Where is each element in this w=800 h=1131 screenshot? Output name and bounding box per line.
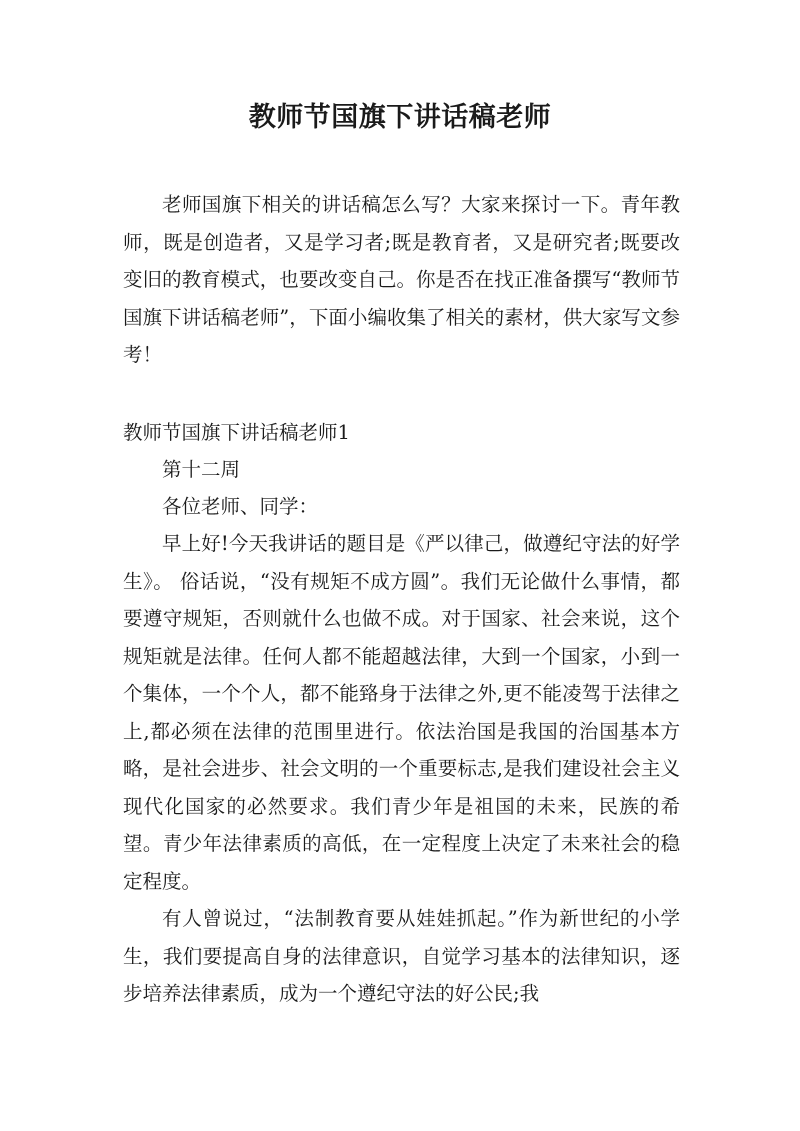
section-heading: 教师节国旗下讲话稿老师1	[123, 421, 350, 444]
week-line: 第十二周	[162, 458, 241, 481]
main-paragraph: 早上好!今天我讲话的题目是《严以律己，做遵纪守法的好学生》。 俗话说，“没有规矩不成方圆”。我们无论做什么事情，都要遵守规矩，否则就什么也做不成。对于国家、社会来说，这个规矩就是法律。任何人都不能超越法律，大到一个国家，小到一个集体，一个个人，都不能臵身于法律之外,更不能凌驾于法律之上,都必须在法律的范围里进行。依法治国是我国的治国基本方略，是社会进步、社会文明的一个重要标志,是我们建设社会主义现代化国家的必然要求。我们青少年是祖国的未来，民族的希望。青少年法律素质的高低，在一定程度上决定了未来社会的稳定程度。	[123, 532, 680, 893]
document-title: 教师节国旗下讲话稿老师	[248, 102, 552, 133]
second-paragraph: 有人曾说过，“法制教育要从娃娃抓起。”作为新世纪的小学生，我们要提高自身的法律意识，自觉学习基本的法律知识，逐步培养法律素质，成为一个遵纪守法的好公民;我	[123, 907, 680, 1005]
intro-paragraph: 老师国旗下相关的讲话稿怎么写？大家来探讨一下。青年教师，既是创造者，又是学习者;既是教育者，又是研究者;既要改变旧的教育模式，也要改变自己。你是否在找正准备撰写“教师节国旗下讲话稿老师”，下面小编收集了相关的素材，供大家写文参考！	[123, 193, 680, 366]
greeting-line: 各位老师、同学：	[162, 495, 319, 518]
